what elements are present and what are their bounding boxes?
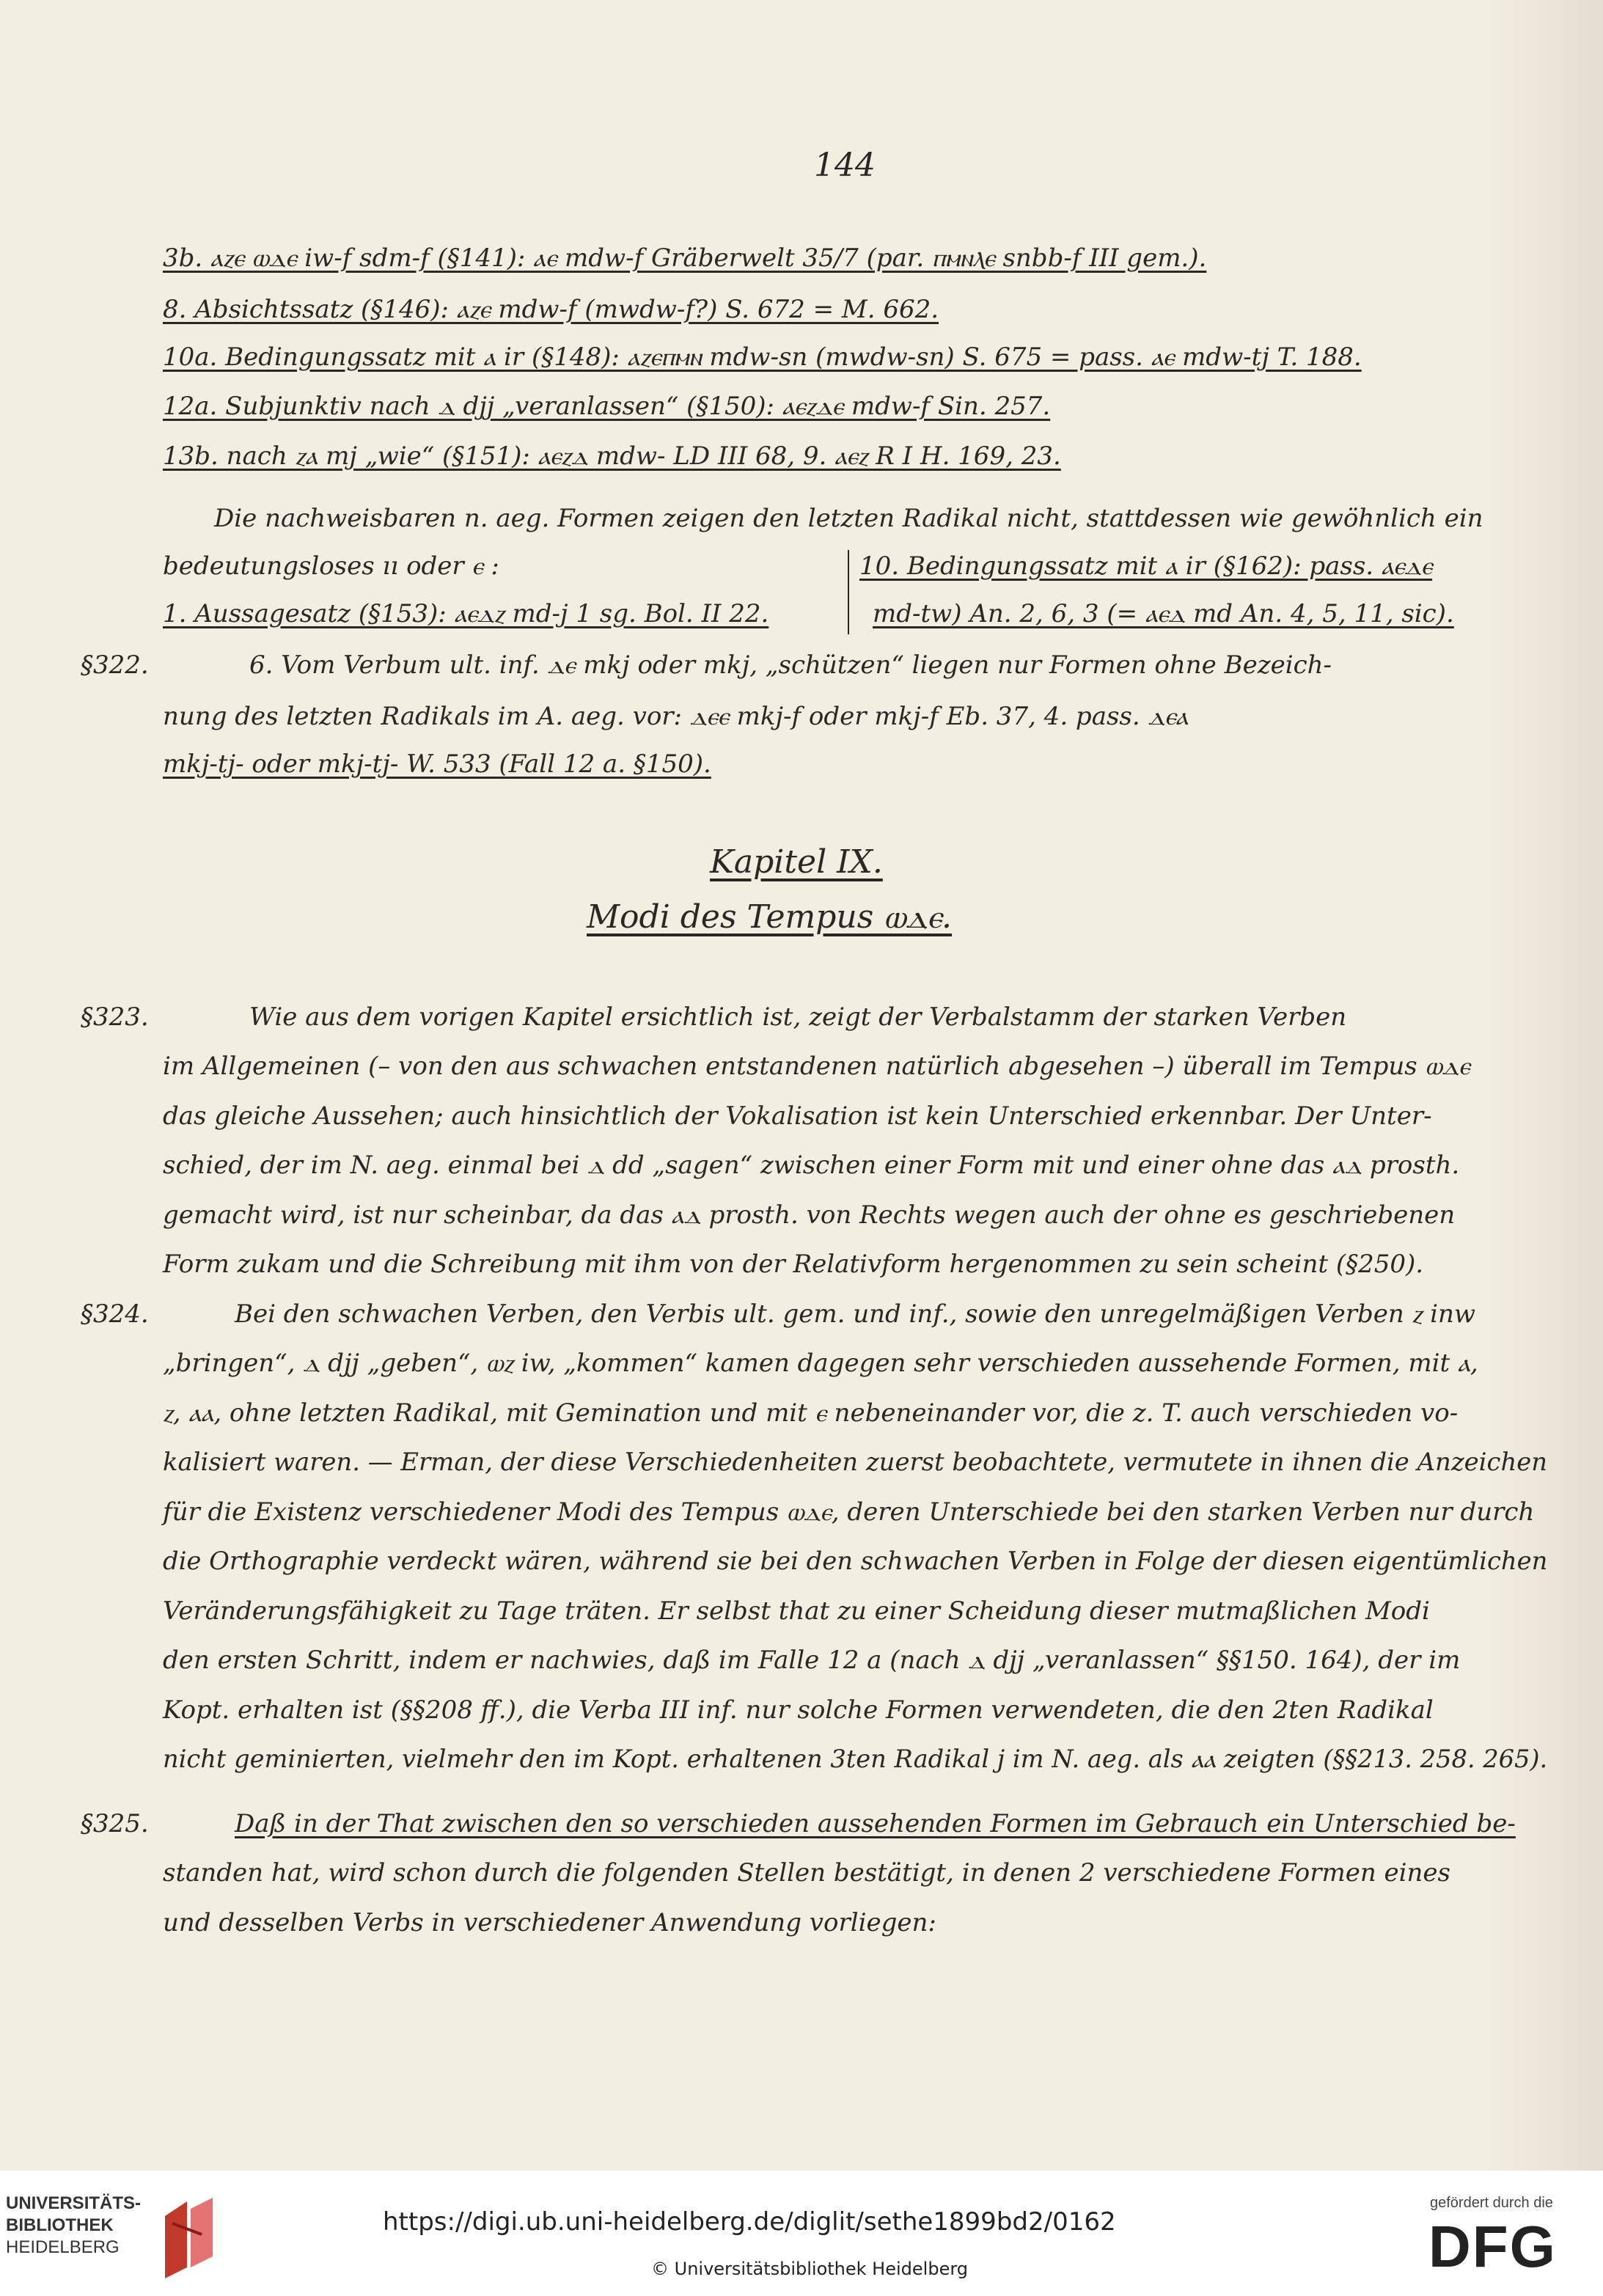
library-name xyxy=(6,2193,141,2259)
intro-right-1: 10. Bedingungssatz mit ⲁ ir (§162): pass. ⲁⲉⲇⲉ xyxy=(859,551,1433,581)
library-logo-icon xyxy=(158,2194,224,2282)
s324-line-8: den ersten Schritt, indem er nachwies, daß im Falle 12 a (nach ⲇ djj „veranlassen“ §§150. 164), der im xyxy=(163,1646,1461,1675)
s322-line-3: mkj-tj- oder mkj-tj- W. 533 (Fall 12 a. §150). xyxy=(163,749,711,779)
s324-line-4: kalisiert waren. — Erman, der diese Verschiedenheiten zuerst beobachtete, vermutete in ihnen die Anzeichen xyxy=(163,1448,1548,1477)
intro-left-1: bedeutungsloses ıı oder ⲉ : xyxy=(163,551,499,581)
section-number-325: §325. xyxy=(81,1809,149,1838)
s324-line-5: für die Existenz verschiedener Modi des Tempus ⲱⲇⲉ, deren Unterschiede bei den starken Verben nur durch xyxy=(163,1497,1535,1527)
chapter-title: Kapitel IX. xyxy=(710,843,883,881)
top-line-2: 8. Absichtssatz (§146): ⲁⲍⲉ mdw-f (mwdw-f?) S. 672 = M. 662. xyxy=(163,295,939,324)
section-number-324: §324. xyxy=(81,1299,149,1329)
top-line-5: 13b. nach ⲍⲁ mj „wie“ (§151): ⲁⲉⲍⲇ mdw- LD III 68, 9. ⲁⲉⲍ R I H. 169, 23. xyxy=(163,441,1061,471)
dfg-logo: DFG xyxy=(1428,2214,1557,2279)
s325-line-2: standen hat, wird schon durch die folgenden Stellen bestätigt, in denen 2 verschiedene Formen eines xyxy=(163,1858,1450,1888)
top-line-3: 10a. Bedingungssatz mit ⲁ ir (§148): ⲁⲍⲉⲡⲙⲛ mdw-sn (mwdw-sn) S. 675 = pass. ⲁⲉ mdw-tj T. 188. xyxy=(163,342,1362,372)
s324-line-1: Bei den schwachen Verben, den Verbis ult. gem. und inf., sowie den unregelmäßigen Verben ⲍ inw xyxy=(235,1299,1476,1329)
s324-line-6: die Orthographie verdeckt wären, während sie bei den schwachen Verben in Folge der diesen eigentümlichen xyxy=(163,1547,1548,1576)
library-line-2: BIBLIOTHEK xyxy=(6,2215,114,2235)
s324-line-10: nicht geminierten, vielmehr den im Kopt. erhaltenen 3ten Radikal j im N. aeg. als ⲁⲁ zeigten (§§213. 258. 265). xyxy=(163,1745,1548,1774)
s323-line-1: Wie aus dem vorigen Kapitel ersichtlich ist, zeigt der Verbalstamm der starken Verben xyxy=(249,1002,1347,1032)
column-divider xyxy=(848,550,849,634)
funding-note: gefördert durch die xyxy=(1430,2195,1553,2211)
chapter-subtitle: Modi des Tempus ⲱⲇⲉ. xyxy=(587,898,953,936)
permalink-url[interactable]: https://digi.ub.uni-heidelberg.de/diglit/sethe1899bd2/0162 xyxy=(383,2207,1116,2237)
top-line-1: 3b. ⲁⲍⲉ ⲱⲇⲉ iw-f sdm-f (§141): ⲁ⁠ⲉ mdw-f Gräberwelt 35/7 (par. ⲡⲙⲛⲗⲉ snbb-f III gem.). xyxy=(163,243,1207,273)
s323-line-4: schied, der im N. aeg. einmal bei ⲇ dd „sagen“ zwischen einer Form mit und einer ohne das ⲁⲇ prosth. xyxy=(163,1151,1460,1180)
top-line-4: 12a. Subjunktiv nach ⲇ djj „veranlassen“ (§150): ⲁⲉⲍⲇⲉ mdw-f Sin. 257. xyxy=(163,392,1051,421)
section-number-322: §322. xyxy=(81,650,149,680)
intro-left-2: 1. Aussagesatz (§153): ⲁⲉⲇⲍ md-j 1 sg. Bol. II 22. xyxy=(163,599,769,628)
copyright-text: © Universitätsbibliothek Heidelberg xyxy=(651,2259,969,2279)
library-line-1: UNIVERSITÄTS- xyxy=(6,2193,142,2213)
s325-line-3: und desselben Verbs in verschiedener Anwendung vorliegen: xyxy=(163,1908,936,1937)
s322-line-2: nung des letzten Radikals im A. aeg. vor: ⲇⲉⲉ mkj-f oder mkj-f Eb. 37, 4. pass. ⲇⲉⲁ xyxy=(163,702,1189,731)
intro-line: Die nachweisbaren n. aeg. Formen zeigen den letzten Radikal nicht, stattdessen wie gewöhnlich ein xyxy=(214,504,1483,533)
page-edge-shadow xyxy=(1478,0,1603,2171)
s323-line-2: im Allgemeinen (– von den aus schwachen entstandenen natürlich abgesehen –) überall im Tempus ⲱⲇⲉ xyxy=(163,1052,1470,1081)
s323-line-3: das gleiche Aussehen; auch hinsichtlich der Vokalisation ist kein Unterschied erkennbar. Der Unter- xyxy=(163,1101,1432,1131)
s324-line-2: „bringen“, ⲇ djj „geben“, ⲱⲍ iw, „kommen“ kamen dagegen sehr verschieden aussehende Formen, mit ⲁ, xyxy=(163,1349,1478,1378)
page-number: 144 xyxy=(814,147,876,184)
s323-line-5: gemacht wird, ist nur scheinbar, da das ⲁⲇ prosth. von Rechts wegen auch der ohne es geschriebenen xyxy=(163,1200,1456,1230)
s323-line-6: Form zukam und die Schreibung mit ihm von der Relativform hergenommen zu sein scheint (§250). xyxy=(163,1250,1424,1279)
library-line-3: HEIDELBERG xyxy=(6,2237,120,2257)
s324-line-9: Kopt. erhalten ist (§§208 ff.), die Verba III inf. nur solche Formen verwendeten, die den 2ten Radikal xyxy=(163,1695,1434,1725)
intro-right-2: md-tw) An. 2, 6, 3 (= ⲁⲉⲇ md An. 4, 5, 11, sic). xyxy=(873,599,1454,628)
s324-line-3: ⲍ, ⲁⲁ, ohne letzten Radikal, mit Gemination und mit ⲉ nebeneinander vor, die z. T. auch verschieden vo- xyxy=(163,1398,1459,1428)
s322-line-1: 6. Vom Verbum ult. inf. ⲇⲉ mkj oder mkj, „schützen“ liegen nur Formen ohne Bezeich- xyxy=(249,650,1332,680)
s324-line-7: Veränderungsfähigkeit zu Tage träten. Er selbst that zu einer Scheidung dieser mutmaßlichen Modi xyxy=(163,1596,1430,1626)
s325-line-1: Daß in der That zwischen den so verschieden aussehenden Formen im Gebrauch ein Unterschied be- xyxy=(235,1809,1516,1838)
section-number-323: §323. xyxy=(81,1002,149,1032)
